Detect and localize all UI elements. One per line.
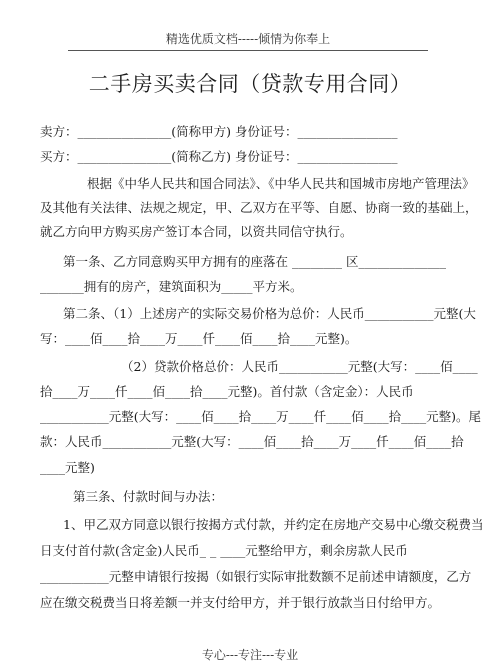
loan-price-line-2: 拾____万____仟____佰____拾____元整)。首付款（含定金）：人民币 (40, 384, 414, 399)
page-header: 精选优质文档-----倾情为你奉上 (68, 30, 428, 51)
payment-line-1: 1、甲乙双方同意以银行按揭方式付款，并约定在房地产交易中心缴交税费当 (63, 517, 484, 532)
loan-price-line-4: 款：人民币___________元整(大写：____佰____拾____万____仟____佰____拾 (40, 434, 464, 449)
payment-line-2: 日支付首付款(含定金)人民币_ _ ____元整给甲方，剩余房款人民币 (40, 543, 408, 558)
article-2-line-1: 第二条、（1）上述房产的实际交易价格为总价：人民币___________元整(大 (63, 306, 476, 321)
preamble-line-1: 根据《中华人民共和国合同法》、《中华人民共和国城市房地产管理法》 (87, 176, 475, 191)
loan-price-line-1: （2）贷款价格总价：人民币___________元整(大写：____佰____ (121, 359, 478, 374)
buyer-line: 买方：_______________(简称乙方) 身份证号：________________ (40, 149, 398, 164)
article-2-line-2: 写：____佰____拾____万____仟____佰____拾____元整)。 (40, 331, 358, 346)
article-1-line-2: _______拥有的房产，建筑面积为_____平方米。 (40, 279, 303, 294)
page-footer: 专心---专注---专业 (201, 648, 299, 662)
payment-line-4: 应在缴交税费当日将差额一并支付给甲方，并于银行放款当日付给甲方。 (40, 595, 441, 610)
loan-price-line-3: ___________元整(大写：____佰____拾____万____仟____佰____拾____元整)。尾 (40, 409, 482, 424)
contract-title: 二手房买卖合同（贷款专用合同） (88, 72, 412, 96)
payment-line-3: ___________元整申请银行按揭（如银行实际审批数额不足前述申请额度，乙方 (40, 569, 472, 584)
preamble-line-3: 就乙方向甲方购买房产签订本合同，以资共同信守执行。 (40, 224, 353, 239)
article-3-heading: 第三条、付款时间与办法： (73, 489, 224, 504)
seller-line: 卖方：_______________(简称甲方) 身份证号：________________ (40, 124, 398, 139)
article-1-line-1: 第一条、乙方同意购买甲方拥有的座落在 ________ 区______________ (63, 254, 446, 269)
loan-price-line-5: ____元整) (40, 460, 95, 475)
preamble-line-2: 及其他有关法律、法规之规定，甲、乙双方在平等、自愿、协商一致的基础上， (40, 200, 478, 215)
